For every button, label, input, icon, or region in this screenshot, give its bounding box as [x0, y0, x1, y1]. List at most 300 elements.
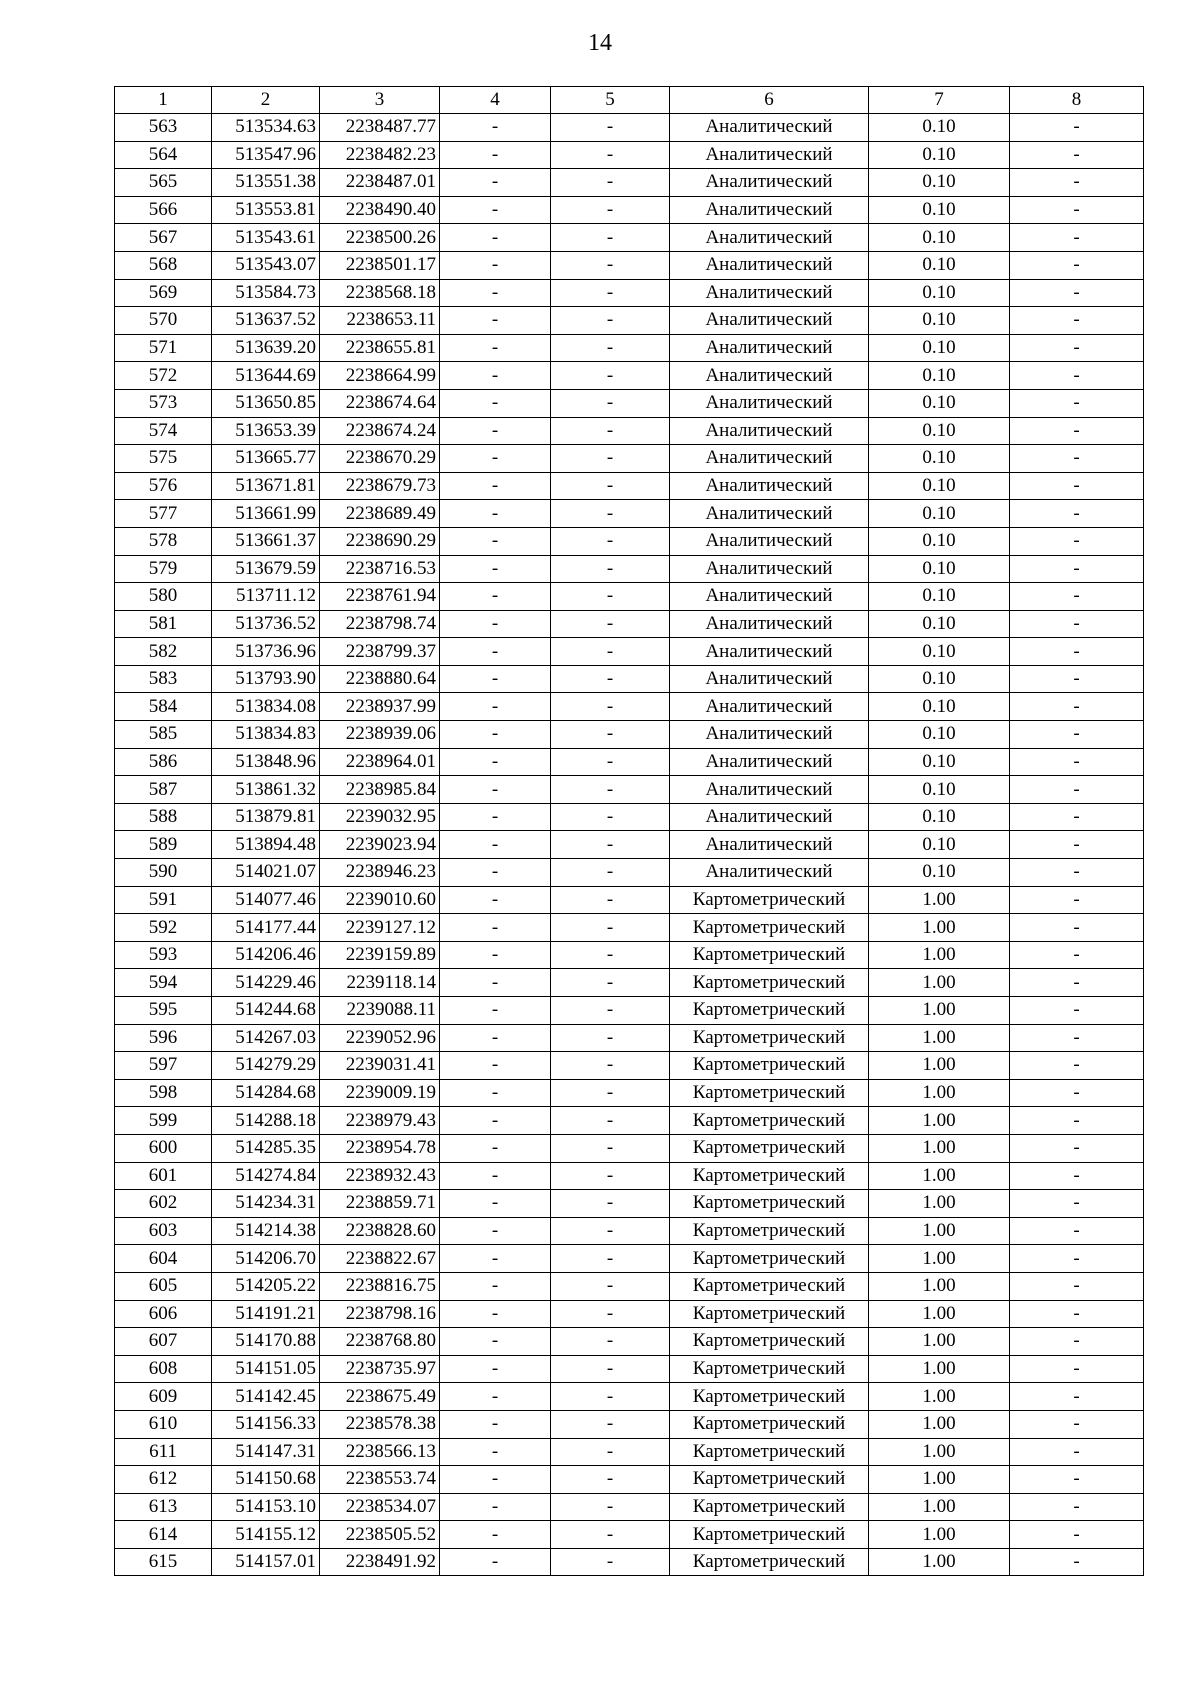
cell-col-5: - [551, 665, 670, 693]
cell-accuracy: 0.10 [869, 803, 1010, 831]
table-row [115, 997, 1144, 1025]
cell-method: Картометрический [670, 1272, 869, 1300]
cell-method: Картометрический [670, 886, 869, 914]
cell-point-number: 567 [115, 224, 212, 252]
table-row [115, 1052, 1144, 1080]
cell-col-5: - [551, 1162, 670, 1190]
cell-method: Аналитический [670, 500, 869, 528]
cell-coord-x: 513551.38 [212, 169, 320, 197]
cell-accuracy: 0.10 [869, 555, 1010, 583]
cell-point-number: 603 [115, 1217, 212, 1245]
cell-method: Аналитический [670, 334, 869, 362]
table-row [115, 1493, 1144, 1521]
cell-method: Картометрический [670, 1079, 869, 1107]
cell-point-number: 612 [115, 1466, 212, 1494]
table-row [115, 583, 1144, 611]
cell-coord-y: 2238553.74 [320, 1466, 440, 1494]
cell-col-5: - [551, 417, 670, 445]
cell-col-5: - [551, 141, 670, 169]
cell-coord-x: 514191.21 [212, 1300, 320, 1328]
cell-accuracy: 1.00 [869, 914, 1010, 942]
cell-col-8: - [1010, 1438, 1144, 1466]
cell-col-5: - [551, 169, 670, 197]
cell-col-8: - [1010, 1300, 1144, 1328]
cell-coord-x: 513543.07 [212, 251, 320, 279]
cell-col-5: - [551, 941, 670, 969]
cell-point-number: 574 [115, 417, 212, 445]
cell-accuracy: 1.00 [869, 1383, 1010, 1411]
table-body [115, 114, 1144, 1576]
cell-col-8: - [1010, 417, 1144, 445]
cell-col-5: - [551, 638, 670, 666]
table-row [115, 224, 1144, 252]
cell-col-4: - [440, 610, 551, 638]
cell-col-8: - [1010, 914, 1144, 942]
table-row [115, 1438, 1144, 1466]
cell-col-4: - [440, 555, 551, 583]
cell-accuracy: 0.10 [869, 610, 1010, 638]
table-row [115, 886, 1144, 914]
cell-coord-y: 2238487.77 [320, 114, 440, 142]
cell-coord-y: 2238505.52 [320, 1521, 440, 1549]
cell-coord-x: 514229.46 [212, 969, 320, 997]
cell-point-number: 566 [115, 196, 212, 224]
cell-coord-y: 2238689.49 [320, 500, 440, 528]
cell-accuracy: 0.10 [869, 279, 1010, 307]
cell-method: Аналитический [670, 803, 869, 831]
cell-point-number: 606 [115, 1300, 212, 1328]
cell-method: Аналитический [670, 831, 869, 859]
cell-accuracy: 0.10 [869, 472, 1010, 500]
table-row [115, 1410, 1144, 1438]
cell-accuracy: 0.10 [869, 169, 1010, 197]
cell-col-5: - [551, 500, 670, 528]
cell-method: Картометрический [670, 1548, 869, 1576]
cell-point-number: 607 [115, 1328, 212, 1356]
cell-col-5: - [551, 389, 670, 417]
cell-coord-x: 514244.68 [212, 997, 320, 1025]
table-row [115, 859, 1144, 887]
cell-accuracy: 1.00 [869, 1410, 1010, 1438]
cell-col-8: - [1010, 196, 1144, 224]
cell-col-4: - [440, 1217, 551, 1245]
cell-coord-y: 2238735.97 [320, 1355, 440, 1383]
table-header [115, 87, 1144, 114]
table-row [115, 500, 1144, 528]
cell-col-5: - [551, 1134, 670, 1162]
column-header-8: 8 [1010, 87, 1144, 114]
cell-method: Картометрический [670, 1493, 869, 1521]
cell-accuracy: 0.10 [869, 693, 1010, 721]
cell-coord-x: 513834.83 [212, 721, 320, 749]
cell-col-5: - [551, 1493, 670, 1521]
cell-col-4: - [440, 417, 551, 445]
cell-coord-x: 513671.81 [212, 472, 320, 500]
cell-method: Картометрический [670, 969, 869, 997]
cell-accuracy: 0.10 [869, 638, 1010, 666]
cell-coord-y: 2238880.64 [320, 665, 440, 693]
table-row [115, 914, 1144, 942]
cell-point-number: 600 [115, 1134, 212, 1162]
cell-method: Картометрический [670, 1024, 869, 1052]
table-row [115, 638, 1144, 666]
table-row [115, 803, 1144, 831]
table-row [115, 1466, 1144, 1494]
cell-coord-x: 514234.31 [212, 1190, 320, 1218]
cell-method: Аналитический [670, 362, 869, 390]
cell-point-number: 611 [115, 1438, 212, 1466]
cell-point-number: 615 [115, 1548, 212, 1576]
cell-point-number: 614 [115, 1521, 212, 1549]
cell-col-8: - [1010, 693, 1144, 721]
cell-coord-x: 513736.96 [212, 638, 320, 666]
cell-col-8: - [1010, 114, 1144, 142]
cell-coord-x: 513834.08 [212, 693, 320, 721]
cell-point-number: 583 [115, 665, 212, 693]
cell-point-number: 604 [115, 1245, 212, 1273]
cell-col-4: - [440, 914, 551, 942]
cell-coord-x: 513653.39 [212, 417, 320, 445]
cell-col-4: - [440, 1493, 551, 1521]
table-row [115, 1548, 1144, 1576]
table-row [115, 1328, 1144, 1356]
cell-col-5: - [551, 1079, 670, 1107]
cell-accuracy: 0.10 [869, 748, 1010, 776]
cell-method: Аналитический [670, 638, 869, 666]
cell-accuracy: 0.10 [869, 859, 1010, 887]
cell-coord-x: 513879.81 [212, 803, 320, 831]
cell-col-4: - [440, 776, 551, 804]
cell-coord-y: 2239052.96 [320, 1024, 440, 1052]
cell-method: Картометрический [670, 1107, 869, 1135]
cell-point-number: 599 [115, 1107, 212, 1135]
cell-coord-y: 2238979.43 [320, 1107, 440, 1135]
cell-method: Картометрический [670, 1134, 869, 1162]
cell-col-8: - [1010, 997, 1144, 1025]
cell-col-8: - [1010, 803, 1144, 831]
cell-col-5: - [551, 1521, 670, 1549]
cell-col-4: - [440, 114, 551, 142]
cell-col-5: - [551, 1024, 670, 1052]
cell-point-number: 608 [115, 1355, 212, 1383]
cell-col-4: - [440, 1190, 551, 1218]
cell-coord-y: 2239031.41 [320, 1052, 440, 1080]
cell-method: Картометрический [670, 1217, 869, 1245]
cell-coord-y: 2238822.67 [320, 1245, 440, 1273]
cell-col-4: - [440, 1134, 551, 1162]
cell-method: Аналитический [670, 776, 869, 804]
cell-accuracy: 0.10 [869, 721, 1010, 749]
cell-col-5: - [551, 307, 670, 335]
cell-coord-y: 2239159.89 [320, 941, 440, 969]
table-row [115, 1272, 1144, 1300]
cell-col-8: - [1010, 1328, 1144, 1356]
cell-coord-x: 514177.44 [212, 914, 320, 942]
table-row [115, 1134, 1144, 1162]
cell-col-5: - [551, 803, 670, 831]
cell-point-number: 563 [115, 114, 212, 142]
cell-coord-x: 514077.46 [212, 886, 320, 914]
cell-method: Аналитический [670, 224, 869, 252]
cell-col-5: - [551, 693, 670, 721]
cell-method: Аналитический [670, 251, 869, 279]
table-row [115, 941, 1144, 969]
cell-method: Аналитический [670, 472, 869, 500]
table-row [115, 555, 1144, 583]
cell-col-4: - [440, 1328, 551, 1356]
cell-point-number: 578 [115, 527, 212, 555]
cell-col-4: - [440, 583, 551, 611]
cell-accuracy: 0.10 [869, 362, 1010, 390]
table-row [115, 1521, 1144, 1549]
cell-col-8: - [1010, 638, 1144, 666]
cell-method: Картометрический [670, 1466, 869, 1494]
cell-col-5: - [551, 1466, 670, 1494]
cell-coord-x: 513661.99 [212, 500, 320, 528]
cell-col-5: - [551, 1217, 670, 1245]
cell-point-number: 589 [115, 831, 212, 859]
cell-method: Картометрический [670, 1521, 869, 1549]
cell-col-8: - [1010, 1272, 1144, 1300]
cell-coord-x: 514021.07 [212, 859, 320, 887]
table-row [115, 169, 1144, 197]
cell-coord-y: 2238482.23 [320, 141, 440, 169]
cell-method: Картометрический [670, 1410, 869, 1438]
cell-coord-x: 514170.88 [212, 1328, 320, 1356]
table-row [115, 279, 1144, 307]
cell-col-4: - [440, 389, 551, 417]
cell-coord-y: 2238578.38 [320, 1410, 440, 1438]
cell-col-5: - [551, 1548, 670, 1576]
column-header-3: 3 [320, 87, 440, 114]
cell-col-4: - [440, 1355, 551, 1383]
table-row [115, 1190, 1144, 1218]
cell-coord-y: 2238946.23 [320, 859, 440, 887]
cell-accuracy: 0.10 [869, 527, 1010, 555]
cell-method: Аналитический [670, 693, 869, 721]
cell-coord-y: 2238690.29 [320, 527, 440, 555]
cell-accuracy: 1.00 [869, 1245, 1010, 1273]
cell-accuracy: 0.10 [869, 445, 1010, 473]
cell-col-4: - [440, 196, 551, 224]
cell-coord-x: 513711.12 [212, 583, 320, 611]
cell-point-number: 579 [115, 555, 212, 583]
cell-coord-x: 514205.22 [212, 1272, 320, 1300]
cell-col-4: - [440, 1245, 551, 1273]
cell-col-4: - [440, 1272, 551, 1300]
cell-coord-x: 513543.61 [212, 224, 320, 252]
cell-col-4: - [440, 1300, 551, 1328]
cell-col-4: - [440, 941, 551, 969]
cell-col-4: - [440, 748, 551, 776]
cell-method: Картометрический [670, 941, 869, 969]
cell-point-number: 592 [115, 914, 212, 942]
cell-coord-y: 2238534.07 [320, 1493, 440, 1521]
cell-accuracy: 0.10 [869, 251, 1010, 279]
cell-method: Картометрический [670, 1438, 869, 1466]
cell-col-8: - [1010, 169, 1144, 197]
cell-method: Аналитический [670, 417, 869, 445]
cell-coord-y: 2238568.18 [320, 279, 440, 307]
cell-coord-x: 514156.33 [212, 1410, 320, 1438]
cell-accuracy: 0.10 [869, 389, 1010, 417]
table-row [115, 417, 1144, 445]
cell-point-number: 590 [115, 859, 212, 887]
cell-col-4: - [440, 169, 551, 197]
cell-coord-y: 2238487.01 [320, 169, 440, 197]
cell-coord-y: 2238653.11 [320, 307, 440, 335]
cell-point-number: 564 [115, 141, 212, 169]
cell-coord-y: 2238937.99 [320, 693, 440, 721]
cell-accuracy: 1.00 [869, 997, 1010, 1025]
cell-method: Аналитический [670, 527, 869, 555]
table-row [115, 1107, 1144, 1135]
cell-col-4: - [440, 859, 551, 887]
cell-coord-y: 2238939.06 [320, 721, 440, 749]
column-header-7: 7 [869, 87, 1010, 114]
cell-col-4: - [440, 665, 551, 693]
cell-point-number: 571 [115, 334, 212, 362]
cell-coord-x: 513637.52 [212, 307, 320, 335]
cell-accuracy: 0.10 [869, 417, 1010, 445]
page-number: 14 [588, 30, 612, 56]
cell-accuracy: 1.00 [869, 969, 1010, 997]
cell-col-4: - [440, 693, 551, 721]
cell-col-5: - [551, 114, 670, 142]
cell-coord-y: 2238798.74 [320, 610, 440, 638]
cell-coord-y: 2238679.73 [320, 472, 440, 500]
cell-coord-y: 2239023.94 [320, 831, 440, 859]
cell-coord-x: 514284.68 [212, 1079, 320, 1107]
table-row [115, 251, 1144, 279]
cell-col-5: - [551, 748, 670, 776]
table-row [115, 1024, 1144, 1052]
column-header-5: 5 [551, 87, 670, 114]
cell-col-8: - [1010, 279, 1144, 307]
cell-coord-x: 514214.38 [212, 1217, 320, 1245]
cell-col-8: - [1010, 307, 1144, 335]
cell-coord-y: 2238798.16 [320, 1300, 440, 1328]
cell-coord-y: 2238816.75 [320, 1272, 440, 1300]
table-row [115, 362, 1144, 390]
cell-col-5: - [551, 1383, 670, 1411]
cell-col-8: - [1010, 141, 1144, 169]
cell-accuracy: 0.10 [869, 500, 1010, 528]
cell-method: Картометрический [670, 914, 869, 942]
cell-coord-x: 514153.10 [212, 1493, 320, 1521]
table-row [115, 969, 1144, 997]
cell-coord-y: 2239032.95 [320, 803, 440, 831]
cell-coord-x: 513553.81 [212, 196, 320, 224]
cell-method: Аналитический [670, 721, 869, 749]
table-row [115, 527, 1144, 555]
cell-coord-y: 2238670.29 [320, 445, 440, 473]
cell-point-number: 586 [115, 748, 212, 776]
cell-coord-x: 514147.31 [212, 1438, 320, 1466]
cell-col-5: - [551, 196, 670, 224]
cell-coord-y: 2238716.53 [320, 555, 440, 583]
cell-coord-x: 514288.18 [212, 1107, 320, 1135]
cell-col-4: - [440, 362, 551, 390]
cell-col-8: - [1010, 1190, 1144, 1218]
cell-col-8: - [1010, 389, 1144, 417]
cell-point-number: 596 [115, 1024, 212, 1052]
cell-coord-y: 2239118.14 [320, 969, 440, 997]
cell-col-8: - [1010, 1245, 1144, 1273]
cell-col-5: - [551, 224, 670, 252]
table-row [115, 1355, 1144, 1383]
cell-accuracy: 1.00 [869, 1300, 1010, 1328]
cell-point-number: 587 [115, 776, 212, 804]
cell-accuracy: 1.00 [869, 1107, 1010, 1135]
cell-accuracy: 1.00 [869, 1548, 1010, 1576]
cell-col-5: - [551, 776, 670, 804]
table-row [115, 748, 1144, 776]
cell-method: Аналитический [670, 389, 869, 417]
table-row [115, 1079, 1144, 1107]
cell-accuracy: 1.00 [869, 1521, 1010, 1549]
cell-col-8: - [1010, 334, 1144, 362]
table-row [115, 1245, 1144, 1273]
cell-col-5: - [551, 555, 670, 583]
cell-col-4: - [440, 997, 551, 1025]
table-row [115, 445, 1144, 473]
cell-accuracy: 1.00 [869, 1162, 1010, 1190]
cell-point-number: 585 [115, 721, 212, 749]
cell-accuracy: 1.00 [869, 1272, 1010, 1300]
cell-col-4: - [440, 472, 551, 500]
cell-coord-x: 513861.32 [212, 776, 320, 804]
cell-method: Аналитический [670, 114, 869, 142]
cell-coord-x: 513665.77 [212, 445, 320, 473]
table-row [115, 307, 1144, 335]
table-row [115, 693, 1144, 721]
cell-col-4: - [440, 969, 551, 997]
cell-col-5: - [551, 1052, 670, 1080]
cell-point-number: 572 [115, 362, 212, 390]
cell-point-number: 593 [115, 941, 212, 969]
cell-coord-x: 514155.12 [212, 1521, 320, 1549]
cell-accuracy: 0.10 [869, 665, 1010, 693]
cell-col-8: - [1010, 527, 1144, 555]
cell-col-8: - [1010, 941, 1144, 969]
cell-point-number: 613 [115, 1493, 212, 1521]
cell-coord-y: 2238768.80 [320, 1328, 440, 1356]
cell-point-number: 568 [115, 251, 212, 279]
cell-col-4: - [440, 307, 551, 335]
cell-method: Аналитический [670, 748, 869, 776]
cell-coord-x: 513661.37 [212, 527, 320, 555]
cell-col-4: - [440, 527, 551, 555]
cell-method: Картометрический [670, 1355, 869, 1383]
cell-col-8: - [1010, 224, 1144, 252]
cell-col-8: - [1010, 1383, 1144, 1411]
cell-point-number: 584 [115, 693, 212, 721]
cell-col-4: - [440, 445, 551, 473]
table-row [115, 665, 1144, 693]
cell-col-4: - [440, 831, 551, 859]
cell-coord-x: 514267.03 [212, 1024, 320, 1052]
column-header-4: 4 [440, 87, 551, 114]
cell-coord-x: 513894.48 [212, 831, 320, 859]
column-header-1: 1 [115, 87, 212, 114]
cell-method: Аналитический [670, 859, 869, 887]
cell-col-8: - [1010, 1548, 1144, 1576]
cell-col-5: - [551, 1190, 670, 1218]
cell-point-number: 595 [115, 997, 212, 1025]
cell-col-8: - [1010, 500, 1144, 528]
cell-accuracy: 1.00 [869, 1438, 1010, 1466]
